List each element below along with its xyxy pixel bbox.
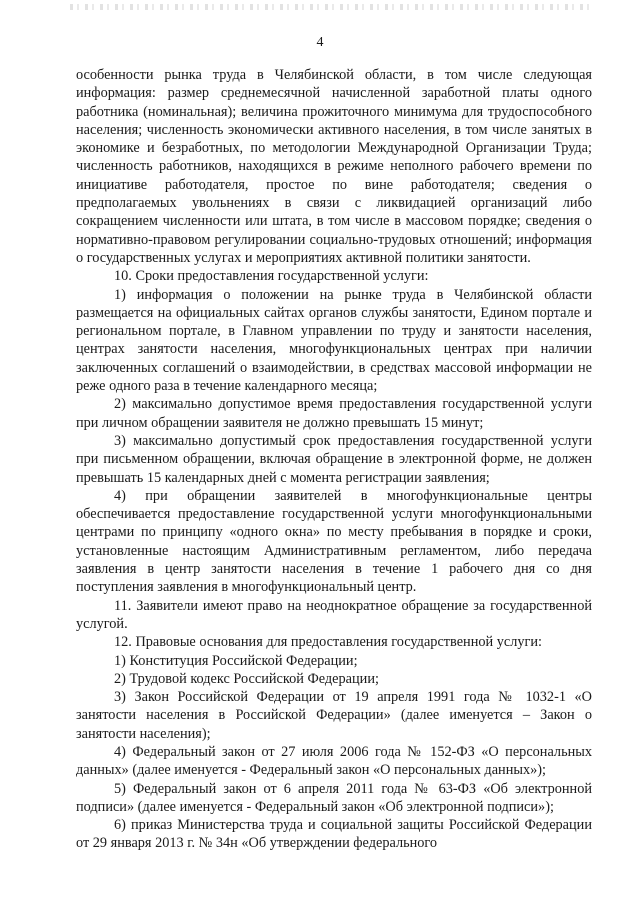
- paragraph-12-item-3: 3) Закон Российской Федерации от 19 апреля 1991 года № 1032-1 «О занятости населения в Российской Федерации» (далее именуется – Закон о занятости населения);: [76, 689, 592, 742]
- paragraph-section-11: 11. Заявители имеют право на неоднократное обращение за государственной услугой.: [76, 597, 592, 632]
- scan-artifact-strip: [70, 4, 590, 10]
- paragraph-10-item-1: 1) информация о положении на рынке труда в Челябинской области размещается на официальных сайтах органов службы занятости, Едином портале и региональном портале, в Главном управлении по труду и занятости населения, центрах занятости населения, многофункциональных центрах при наличии заключенных соглашений о взаимодействии, в средствах массовой информации не реже одного раза в течение календарного месяца;: [76, 286, 592, 395]
- paragraph-12-item-5: 5) Федеральный закон от 6 апреля 2011 года № 63-ФЗ «Об электронной подписи» (далее именуется - Федеральный закон «Об электронной подписи»);: [76, 780, 592, 815]
- paragraph-12-item-4: 4) Федеральный закон от 27 июля 2006 года № 152-ФЗ «О персональных данных» (далее именуется - Федеральный закон «О персональных данных»);: [76, 743, 592, 779]
- paragraph-section-10-heading: 10. Сроки предоставления государственной услуги:: [114, 268, 429, 285]
- paragraph-12-item-6: 6) приказ Министерства труда и социальной защиты Российской Федерации от 29 января 2013 г. № 34н «Об утверждении федерального: [76, 817, 592, 852]
- paragraph-section-12-heading: 12. Правовые основания для предоставления государственной услуги:: [114, 634, 542, 651]
- page-number: 4: [316, 35, 324, 50]
- paragraph-12-item-2: 2) Трудовой кодекс Российской Федерации;: [114, 670, 379, 687]
- document-body: [76, 66, 592, 853]
- paragraph-12-item-1: 1) Конституция Российской Федерации;: [114, 652, 358, 669]
- paragraph-continuation: особенности рынка труда в Челябинской области, в том числе следующая информация: размер среднемесячной начисленной заработной платы одного работника (номинальная); величина прожиточного минимума для трудоспособного населения; численность экономически активного населения, в том числе занятых в экономике и безработных, по методологии Международной Организации Труда; численность работников, находящихся в режиме неполного рабочего времени по инициативе работодателя, простое по вине работодателя; сведения о предполагаемых увольнениях в связи с ликвидацией организаций либо сокращением численности или штата, в том числе в массовом порядке; сведения о нормативно-правовом регулировании социально-трудовых отношений; информация о государственных услугах и мероприятиях активной политики занятости.: [76, 67, 592, 266]
- paragraph-10-item-3: 3) максимально допустимый срок предоставления государственной услуги при письменном обращении, включая обращение в электронной форме, не должен превышать 15 календарных дней с момента регистрации заявления;: [76, 432, 592, 486]
- paragraph-10-item-4: 4) при обращении заявителей в многофункциональные центры обеспечивается предоставление государственной услуги многофункциональными центрами по принципу «одного окна» по месту пребывания в порядке и сроки, установленные настоящим Административным регламентом, либо передача заявления в центр занятости населения в течение 1 рабочего дня со дня поступления заявления в многофункциональный центр.: [76, 487, 592, 596]
- paragraph-10-item-2: 2) максимально допустимое время предоставления государственной услуги при личном обращении заявителя не должно превышать 15 минут;: [76, 396, 592, 431]
